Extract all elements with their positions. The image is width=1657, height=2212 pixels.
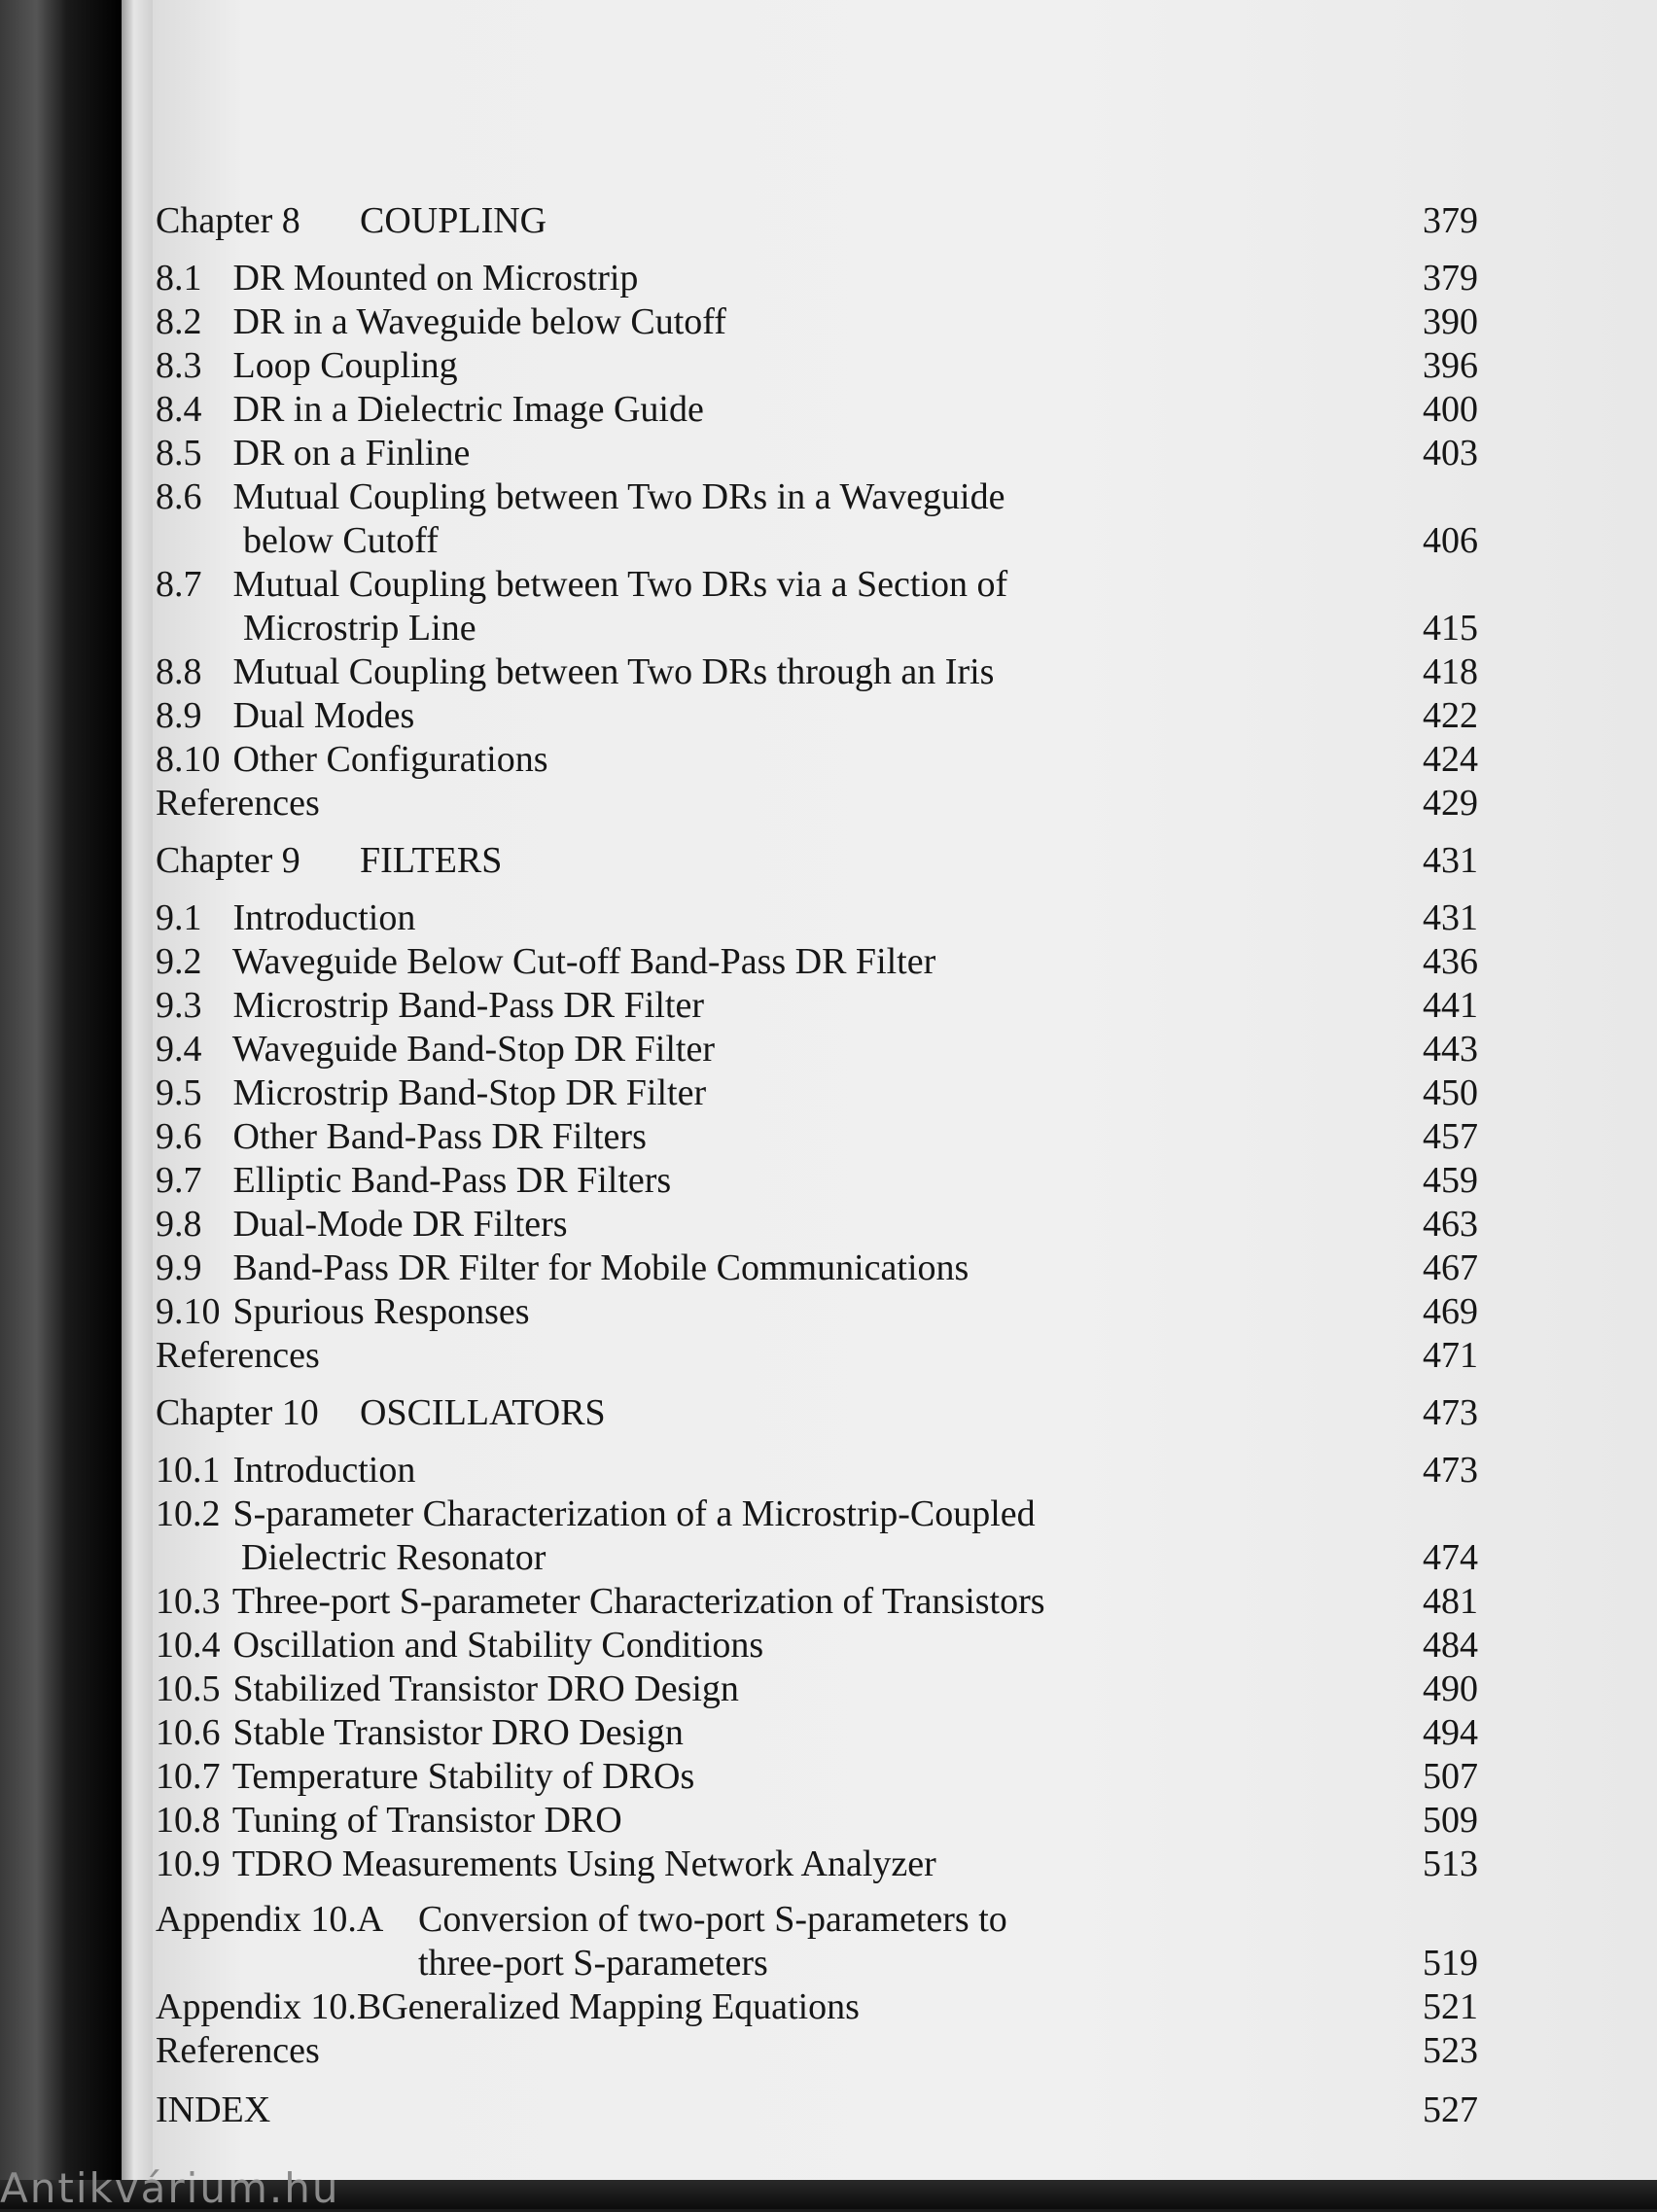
page-number: 436	[1423, 941, 1478, 982]
chapter-heading	[156, 199, 1478, 243]
section-number: 9.6	[156, 1116, 202, 1157]
page-number: 406	[1423, 520, 1478, 561]
page-number: 431	[1423, 897, 1478, 938]
references-entry	[156, 782, 1478, 825]
section-number: 10.7	[156, 1756, 221, 1797]
section-number: 9.10	[156, 1291, 221, 1332]
toc-entry	[156, 344, 1478, 388]
section-number: 8.7	[156, 564, 202, 605]
page-number: 527	[1423, 2089, 1478, 2130]
references-entry	[156, 2029, 1478, 2073]
page-number: 484	[1423, 1625, 1478, 1666]
section-title: Waveguide Below Cut-off Band-Pass DR Filter	[231, 941, 936, 982]
chapter-title: COUPLING	[360, 200, 547, 241]
toc-entry	[156, 1843, 1478, 1886]
toc-entry	[156, 1449, 1478, 1492]
references-label: References	[156, 2030, 320, 2071]
page-number: 379	[1423, 200, 1478, 241]
section-number: 8.9	[156, 695, 202, 736]
page-number: 415	[1423, 608, 1478, 649]
chapter-title: FILTERS	[360, 840, 503, 881]
toc-entry	[156, 694, 1478, 738]
section-title: Elliptic Band-Pass DR Filters	[232, 1160, 672, 1201]
page-number: 443	[1423, 1029, 1478, 1070]
page-number: 379	[1423, 258, 1478, 298]
appendix-entry	[156, 1898, 1478, 1985]
section-number: 10.8	[156, 1800, 221, 1841]
toc-entry	[156, 257, 1478, 300]
chapter-title: OSCILLATORS	[360, 1392, 606, 1433]
page-number: 494	[1423, 1712, 1478, 1753]
page-edge	[122, 0, 153, 2209]
toc-entry	[156, 1624, 1478, 1668]
section-title: DR Mounted on Microstrip	[232, 258, 639, 298]
toc-entry	[156, 1246, 1478, 1290]
section-title: Tuning of Transistor DRO	[231, 1800, 622, 1841]
section-number: 8.10	[156, 739, 221, 780]
section-title: Mutual Coupling between Two DRs through an Iris	[232, 651, 995, 692]
section-title: Oscillation and Stability Conditions	[232, 1625, 764, 1666]
appendix-title: Generalized Mapping Equations	[381, 1986, 860, 2027]
references-entry	[156, 1334, 1478, 1378]
section-title: Band-Pass DR Filter for Mobile Communications	[232, 1247, 970, 1288]
section-title: Dual Modes	[232, 695, 415, 736]
section-number: 8.2	[156, 301, 202, 342]
page-number: 459	[1423, 1160, 1478, 1201]
page-number: 507	[1423, 1756, 1478, 1797]
watermark: Antikvárium.hu	[0, 2164, 340, 2212]
chapter-heading	[156, 839, 1478, 883]
appendix-title-continued: three-port S-parameters	[418, 1943, 768, 1984]
page-number: 467	[1423, 1247, 1478, 1288]
page-number: 473	[1423, 1450, 1478, 1491]
toc-entry	[156, 650, 1478, 694]
appendix-entry	[156, 1985, 1478, 2029]
page-number: 463	[1423, 1204, 1478, 1245]
index-entry	[156, 2089, 1478, 2132]
section-number: 9.8	[156, 1204, 202, 1245]
section-title-continued: Microstrip Line	[243, 608, 476, 649]
section-title: Mutual Coupling between Two DRs via a Section of	[232, 564, 1008, 605]
book-spine-shadow	[0, 0, 122, 2209]
toc-entry	[156, 984, 1478, 1028]
section-title-continued: below Cutoff	[243, 520, 439, 561]
toc-entry	[156, 1492, 1478, 1580]
section-number: 9.2	[156, 941, 202, 982]
page-number: 523	[1423, 2030, 1478, 2071]
page-number: 513	[1423, 1843, 1478, 1884]
page-number: 471	[1423, 1335, 1478, 1376]
section-title: Other Configurations	[232, 739, 548, 780]
section-number: 9.9	[156, 1247, 202, 1288]
section-title: Loop Coupling	[232, 345, 458, 386]
section-number: 10.1	[156, 1450, 221, 1491]
page-number: 450	[1423, 1072, 1478, 1113]
section-number: 9.5	[156, 1072, 202, 1113]
toc-entry	[156, 300, 1478, 344]
page-number: 473	[1423, 1392, 1478, 1433]
section-title: Mutual Coupling between Two DRs in a Waveguide	[232, 476, 1005, 517]
chapter-label: Chapter 9	[156, 840, 300, 881]
page-number: 422	[1423, 695, 1478, 736]
page-number: 490	[1423, 1668, 1478, 1709]
section-number: 9.4	[156, 1029, 202, 1070]
page-number: 521	[1423, 1986, 1478, 2027]
section-number: 8.4	[156, 389, 202, 430]
section-title: Stabilized Transistor DRO Design	[232, 1668, 739, 1709]
page-number: 400	[1423, 389, 1478, 430]
section-title: Three-port S-parameter Characterization of Transistors	[231, 1581, 1045, 1622]
index-label: INDEX	[156, 2089, 271, 2130]
toc-entry	[156, 475, 1478, 563]
section-number: 10.2	[156, 1493, 221, 1534]
appendix-label: Appendix 10.A	[156, 1899, 384, 1940]
toc-entry	[156, 1580, 1478, 1624]
page-number: 396	[1423, 345, 1478, 386]
section-title: Other Band-Pass DR Filters	[232, 1116, 647, 1157]
section-title: Temperature Stability of DROs	[231, 1756, 695, 1797]
section-title: TDRO Measurements Using Network Analyzer	[231, 1843, 936, 1884]
page-number: 429	[1423, 783, 1478, 824]
page-number: 431	[1423, 840, 1478, 881]
section-number: 8.8	[156, 651, 202, 692]
toc-entry	[156, 432, 1478, 475]
table-of-contents	[156, 199, 1478, 2132]
section-number: 8.6	[156, 476, 202, 517]
toc-entry	[156, 940, 1478, 984]
page-number: 519	[1423, 1943, 1478, 1984]
toc-entry	[156, 1115, 1478, 1159]
toc-entry	[156, 1203, 1478, 1246]
section-number: 10.3	[156, 1581, 221, 1622]
section-title: Introduction	[232, 1450, 416, 1491]
toc-entry	[156, 388, 1478, 432]
section-title: Microstrip Band-Pass DR Filter	[232, 985, 704, 1026]
references-label: References	[156, 783, 320, 824]
section-number: 10.5	[156, 1668, 221, 1709]
section-number: 8.1	[156, 258, 202, 298]
toc-entry	[156, 1290, 1478, 1334]
toc-entry	[156, 1159, 1478, 1203]
toc-entry	[156, 1711, 1478, 1755]
toc-entry	[156, 1755, 1478, 1799]
section-number: 8.3	[156, 345, 202, 386]
page-number: 481	[1423, 1581, 1478, 1622]
references-label: References	[156, 1335, 320, 1376]
page-number: 418	[1423, 651, 1478, 692]
toc-entry	[156, 1668, 1478, 1711]
section-title: Microstrip Band-Stop DR Filter	[232, 1072, 707, 1113]
section-title: Stable Transistor DRO Design	[232, 1712, 684, 1753]
section-number: 10.4	[156, 1625, 221, 1666]
page-number: 509	[1423, 1800, 1478, 1841]
toc-entry	[156, 563, 1478, 650]
page-number: 441	[1423, 985, 1478, 1026]
toc-entry	[156, 738, 1478, 782]
chapter-heading	[156, 1391, 1478, 1435]
toc-entry	[156, 896, 1478, 940]
page-number: 469	[1423, 1291, 1478, 1332]
toc-entry	[156, 1028, 1478, 1071]
section-number: 9.7	[156, 1160, 202, 1201]
section-title: DR in a Waveguide below Cutoff	[232, 301, 726, 342]
appendix-title: Conversion of two-port S-parameters to	[418, 1899, 1007, 1940]
section-title: Spurious Responses	[232, 1291, 530, 1332]
section-title: DR on a Finline	[232, 433, 471, 474]
section-number: 9.1	[156, 897, 202, 938]
chapter-label: Chapter 10	[156, 1392, 319, 1433]
page-number: 474	[1423, 1537, 1478, 1578]
section-number: 10.6	[156, 1712, 221, 1753]
page-number: 390	[1423, 301, 1478, 342]
appendix-label: Appendix 10.B	[156, 1986, 382, 2027]
page-number: 457	[1423, 1116, 1478, 1157]
section-number: 10.9	[156, 1843, 221, 1884]
page-number: 403	[1423, 433, 1478, 474]
section-title: Dual-Mode DR Filters	[232, 1204, 568, 1245]
section-title: Introduction	[232, 897, 416, 938]
page-number: 424	[1423, 739, 1478, 780]
section-title: S-parameter Characterization of a Microstrip-Coupled	[232, 1493, 1036, 1534]
section-number: 9.3	[156, 985, 202, 1026]
section-number: 8.5	[156, 433, 202, 474]
section-title: DR in a Dielectric Image Guide	[232, 389, 704, 430]
section-title: Waveguide Band-Stop DR Filter	[231, 1029, 715, 1070]
toc-entry	[156, 1071, 1478, 1115]
chapter-label: Chapter 8	[156, 200, 300, 241]
toc-entry	[156, 1799, 1478, 1843]
section-title-continued: Dielectric Resonator	[241, 1537, 546, 1578]
